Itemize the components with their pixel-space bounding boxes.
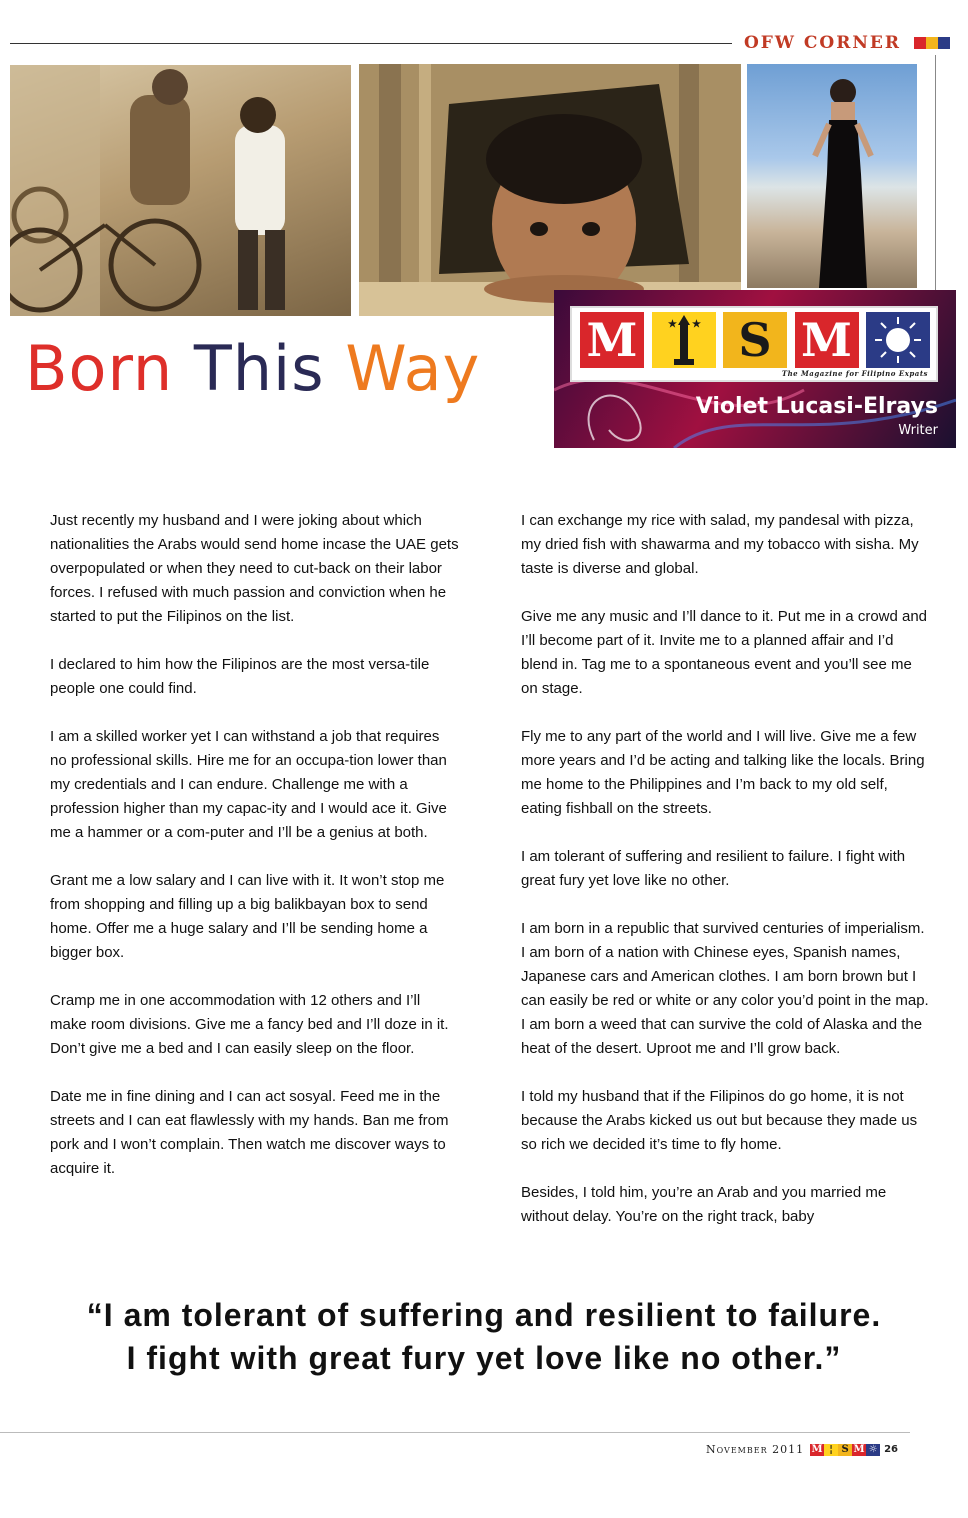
mini-logo-letter: M [853, 1444, 865, 1455]
swatch-yellow [926, 37, 938, 49]
paragraph: I am tolerant of suffering and resilient to failure. I fight with great fury yet love like no other. [521, 848, 906, 889]
logo-letter-s: S [723, 312, 787, 368]
footer-rule [0, 1432, 910, 1433]
article-column-right [521, 509, 931, 1253]
photo-child-window [359, 64, 741, 316]
mini-logo-monument-icon: ¦ [824, 1444, 838, 1456]
paragraph: Date me in fine dining and I can act sosyal. Feed me in the streets and I can eat flawlessly with my hands. Ban me from pork and I won’t complain. Then watch me discover ways to acquire it. [50, 1088, 449, 1177]
woman-beach-illustration [747, 64, 917, 288]
author-role: Writer [898, 423, 938, 438]
paragraph: I told my husband that if the Filipinos do go home, it is not because the Arabs kicked us out but because they made us so rich we decided it’s time to fly home. [521, 1088, 918, 1153]
swatch-blue [938, 37, 950, 49]
mini-logo-sun-icon: ☼ [866, 1444, 880, 1456]
paragraph: I can exchange my rice with salad, my pandesal with pizza, my dried fish with shawarma and my tobacco with sisha. My taste is diverse and global. [521, 512, 919, 577]
paragraph: Besides, I told him, you’re an Arab and you married me without delay. You’re on the right track, baby [521, 1184, 887, 1225]
couple-bicycle-illustration [10, 65, 351, 316]
title-word-this: This [193, 332, 325, 405]
header-side-rule [935, 55, 936, 290]
section-label: OFW CORNER [744, 33, 901, 53]
child-window-illustration [359, 64, 741, 316]
page-footer [706, 1443, 898, 1456]
paragraph: Give me any music and I’ll dance to it. Put me in a crowd and I’ll become part of it. Invite me to a planned affair and I’d blend in. Tag me to a spontaneous event and you’ll see me on stage. [521, 608, 928, 697]
paragraph: Fly me to any part of the world and I will live. Give me a few more years and I’d be acting and talking like the locals. Bring me home to the Philippines and I’m back to my old self, eating fishball on the streets. [521, 728, 925, 817]
mini-logo-letter: M [811, 1444, 823, 1455]
logo-letter-m2: M [795, 312, 859, 368]
pull-quote: “I am tolerant of suffering and resilient to failure. I fight with great fury yet love like no other.” [86, 1297, 882, 1376]
svg-text:★: ★ [691, 319, 701, 330]
swatch-red [914, 37, 926, 49]
header-rule [10, 43, 732, 44]
footer-mini-logo [810, 1444, 880, 1456]
logo-letter-m1: M [580, 312, 644, 368]
sun-icon [873, 315, 923, 365]
article-title [25, 332, 481, 405]
paragraph: Cramp me in one accommodation with 12 others and I’ll make room divisions. Give me a fancy bed and I’ll doze in it. Don’t give me a bed and I can easily sleep on the floor. [50, 992, 449, 1057]
svg-text:★: ★ [667, 319, 677, 330]
logo-sun-icon [866, 312, 930, 368]
author-name: Violet Lucasi-Elrays [695, 394, 938, 419]
header-color-swatches [914, 37, 950, 49]
page-number: 26 [884, 1444, 899, 1455]
issue-date: November 2011 [706, 1443, 805, 1456]
photo-woman-beach [747, 64, 917, 288]
paragraph: I am born in a republic that survived centuries of imperialism. I am born of a nation with Chinese eyes, Spanish names, Japanese cars and American clothes. I am born brown but I can easily be red or white or any color you’d point in the map. I am born a weed that can survive the cold of Alaska and the heat of the desert. Uproot me and I’ll grow back. [521, 920, 929, 1057]
monument-icon [664, 315, 704, 365]
title-word-way: Way [345, 332, 481, 405]
paragraph: I am a skilled worker yet I can withstand a job that requires no professional skills. Hire me for an occupa-tion lower than my credentials and I can endure. Challenge me with a profession higher than my capac-ity and I would ace it. Give me a hammer or a com-puter and I’ll be a genius at both. [50, 728, 447, 841]
author-banner [554, 290, 956, 448]
paragraph: Grant me a low salary and I can live with it. It won’t stop me from shopping and filling up a big balikbayan box to send home. Offer me a huge salary and I’ll be sending home a bigger box. [50, 872, 445, 961]
mini-logo-letter: S [838, 1444, 852, 1456]
article-column-left [50, 509, 460, 1205]
magazine-logo [570, 306, 938, 382]
title-word-born: Born [25, 332, 174, 405]
paragraph: I declared to him how the Filipinos are the most versa-tile people one could find. [50, 656, 430, 697]
logo-monument-icon [652, 312, 716, 368]
logo-tagline: The Magazine for Filipino Expats [781, 369, 928, 378]
paragraph: Just recently my husband and I were joking about which nationalities the Arabs would send home incase the UAE gets overpopulated or when they need to cut-back on their labor forces. I refused with much passion and conviction when he started to put the Filipinos on the list. [50, 512, 459, 625]
photo-couple-bicycle [10, 65, 351, 316]
